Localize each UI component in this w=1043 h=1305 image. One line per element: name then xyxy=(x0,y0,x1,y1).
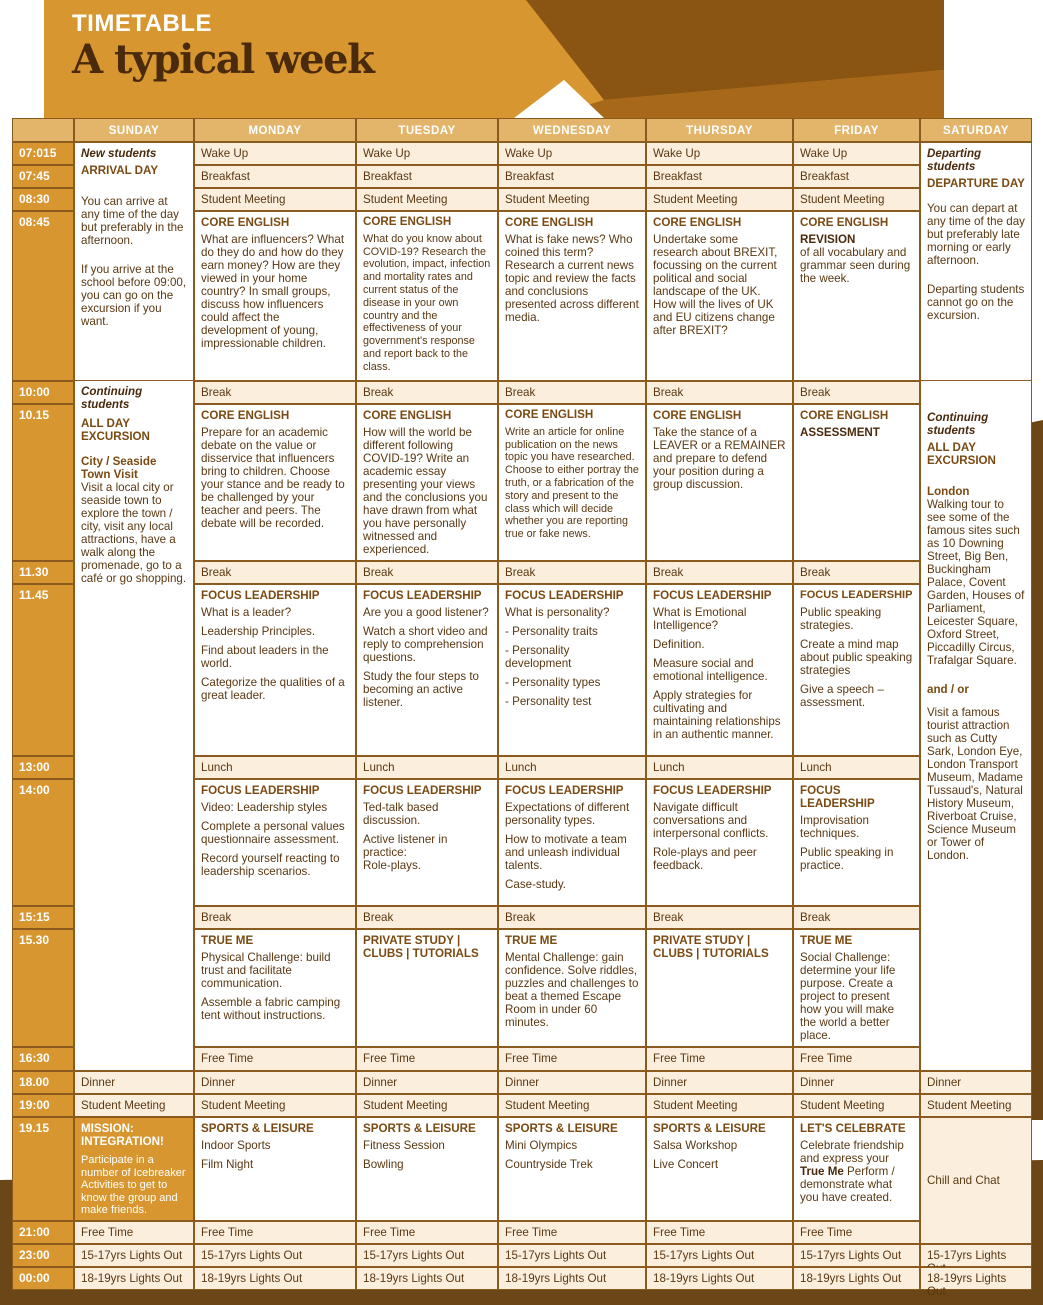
focus-leadership-2-monday xyxy=(194,779,356,906)
evening-item: Countryside Trek xyxy=(505,1158,593,1171)
core-english-2-wednesday xyxy=(498,404,646,561)
breakfast-cell: Breakfast xyxy=(498,165,646,188)
free-time-cell: Free Time xyxy=(793,1047,920,1071)
core-english-title: CORE ENGLISH xyxy=(505,216,594,229)
break-cell: Break xyxy=(498,906,646,929)
core-english-title: CORE ENGLISH xyxy=(201,409,290,422)
core-english-subtitle: ASSESSMENT xyxy=(800,426,880,439)
focus-leadership-2-friday xyxy=(793,779,920,906)
evening-wednesday xyxy=(498,1117,646,1221)
focus-item: Public speaking strategies. xyxy=(800,606,882,632)
lights-out-cell: 15-17yrs Lights Out xyxy=(194,1244,356,1267)
afternoon-item: Mental Challenge: gain confidence. Solve riddles, puzzles and challenges to beat a themed Escape Room in under 60 minutes. xyxy=(505,951,639,1029)
time-slot: 19.15 xyxy=(12,1117,74,1221)
core-english-text: How will the world be different following COVID-19? Write an academic essay presenting your views and the conclusions you have drawn from what you have personally witnessed and experienced. xyxy=(363,426,488,556)
focus-leadership-thursday xyxy=(646,584,793,756)
focus-title: FOCUS LEADERSHIP xyxy=(653,589,772,602)
saturday-departure xyxy=(920,142,1032,381)
time-slot: 08:45 xyxy=(12,211,74,381)
lights-out-cell: 18-19yrs Lights Out xyxy=(793,1267,920,1290)
time-slot: 11.45 xyxy=(12,584,74,756)
focus-leadership-wednesday xyxy=(498,584,646,756)
wake-up-cell: Wake Up xyxy=(498,142,646,165)
core-english-text: What are influencers? What do they do and how do they earn money? How are they viewed in your home country? In small groups, discuss how influencers could affect the development of young, impressionable children. xyxy=(201,233,345,350)
time-slot: 10.15 xyxy=(12,404,74,561)
break-cell: Break xyxy=(356,381,498,404)
core-english-title: CORE ENGLISH xyxy=(800,409,889,422)
timetable-label: TIMETABLE xyxy=(72,10,213,37)
timetable-grid xyxy=(12,118,1032,1298)
lights-out-cell: 18-19yrs Lights Out xyxy=(356,1267,498,1290)
focus-item: Navigate difficult conversations and interpersonal conflicts. xyxy=(653,801,769,840)
lights-out-cell: 18-19yrs Lights Out xyxy=(74,1267,194,1290)
focus-leadership-friday xyxy=(793,584,920,756)
dinner-cell: Dinner xyxy=(920,1071,1032,1094)
meeting-cell: Student Meeting xyxy=(356,1094,498,1117)
lights-out-cell: 15-17yrs Lights Out xyxy=(646,1244,793,1267)
wake-up-cell: Wake Up xyxy=(356,142,498,165)
afternoon-monday xyxy=(194,929,356,1047)
visit-title: City / Seaside Town Visit xyxy=(81,455,157,481)
excursion-heading: ALL DAY EXCURSION xyxy=(927,441,996,467)
evening-title: SPORTS & LEISURE xyxy=(653,1122,766,1135)
lights-out-cell: 15-17yrs Lights Out xyxy=(498,1244,646,1267)
meeting-cell: Student Meeting xyxy=(498,188,646,211)
meeting-cell: Student Meeting xyxy=(920,1094,1032,1117)
focus-title: FOCUS LEADERSHIP xyxy=(201,784,320,797)
time-slot: 13:00 xyxy=(12,756,74,779)
core-english-monday xyxy=(194,211,356,381)
focus-item: How to motivate a team and unleash individual talents. xyxy=(505,833,627,872)
lights-out-cell: 18-19yrs Lights Out xyxy=(646,1267,793,1290)
time-slot: 08:30 xyxy=(12,188,74,211)
evening-item: Mini Olympics xyxy=(505,1139,578,1152)
afternoon-thursday xyxy=(646,929,793,1047)
lights-out-cell: 15-17yrs Lights Out xyxy=(74,1244,194,1267)
free-time-cell: Free Time xyxy=(793,1221,920,1244)
lights-out-cell: 15-17yrs Lights Out xyxy=(356,1244,498,1267)
celebrate-text-after: Perform / demonstrate what you have created. xyxy=(800,1165,895,1204)
free-time-cell: Free Time xyxy=(498,1221,646,1244)
evening-title: SPORTS & LEISURE xyxy=(505,1122,618,1135)
time-slot: 14:00 xyxy=(12,779,74,906)
focus-item: Definition. xyxy=(653,638,705,651)
breakfast-cell: Breakfast xyxy=(793,165,920,188)
time-slot: 07:45 xyxy=(12,165,74,188)
core-english-text: Undertake some research about BREXIT, focussing on the current political and social landscape of the UK. How will the lives of UK and EU citizens change after BREXIT? xyxy=(653,233,778,337)
dinner-cell: Dinner xyxy=(646,1071,793,1094)
breakfast-cell: Breakfast xyxy=(194,165,356,188)
wake-up-cell: Wake Up xyxy=(646,142,793,165)
sunday-excursion xyxy=(74,381,194,1071)
afternoon-title: TRUE ME xyxy=(505,934,558,947)
afternoon-item: Physical Challenge: build trust and facilitate communication. xyxy=(201,951,331,990)
meeting-cell: Student Meeting xyxy=(793,188,920,211)
break-cell: Break xyxy=(793,906,920,929)
day-header-monday: MONDAY xyxy=(194,118,356,142)
break-cell: Break xyxy=(194,381,356,404)
day-header-tuesday: TUESDAY xyxy=(356,118,498,142)
core-english-thursday xyxy=(646,211,793,381)
mission-text: Participate in a number of Icebreaker Activities to get to know the group and make friends. xyxy=(81,1154,186,1217)
afternoon-item: Social Challenge: determine your life purpose. Create a project to present how you will make the world a better place. xyxy=(800,951,896,1042)
break-cell: Break xyxy=(793,381,920,404)
meeting-cell: Student Meeting xyxy=(498,1094,646,1117)
focus-item: - Personality traits xyxy=(505,625,598,638)
focus-item: Apply strategies for cultivating and maintaining relationships in an authentic manner. xyxy=(653,689,781,741)
core-english-title: CORE ENGLISH xyxy=(800,216,889,229)
continuing-students-label: Continuing students xyxy=(81,385,143,411)
arrival-before-text: If you arrive at the school before 09:00, you can go on the excursion if you want. xyxy=(81,263,187,328)
arrival-day-heading: ARRIVAL DAY xyxy=(81,164,159,177)
focus-title: FOCUS LEADERSHIP xyxy=(363,589,482,602)
break-cell: Break xyxy=(646,906,793,929)
departure-text: You can depart at any time of the day but preferably late morning or early afternoon. xyxy=(927,202,1025,267)
focus-item: Ted-talk based discussion. xyxy=(363,801,439,827)
free-time-cell: Free Time xyxy=(194,1047,356,1071)
focus-item: Give a speech – assessment. xyxy=(800,683,884,709)
corner-cell xyxy=(12,118,74,142)
afternoon-friday xyxy=(793,929,920,1047)
focus-item: Complete a personal values questionnaire assessment. xyxy=(201,820,345,846)
day-header-saturday: SATURDAY xyxy=(920,118,1032,142)
focus-item: Find about leaders in the world. xyxy=(201,644,329,670)
and-or-label: and / or xyxy=(927,683,969,696)
focus-title: FOCUS LEADERSHIP xyxy=(363,784,482,797)
afternoon-title: TRUE ME xyxy=(800,934,853,947)
day-header-thursday: THURSDAY xyxy=(646,118,793,142)
dinner-cell: Dinner xyxy=(498,1071,646,1094)
focus-title: FOCUS LEADERSHIP xyxy=(800,784,875,810)
visit-text: Visit a local city or seaside town to explore the town / city, visit any local attractions, have a walk along the promenade, go to a café or go shopping. xyxy=(81,481,187,585)
london-title: London xyxy=(927,485,970,498)
core-english-friday xyxy=(793,211,920,381)
lunch-cell: Lunch xyxy=(356,756,498,779)
evening-monday xyxy=(194,1117,356,1221)
time-slot: 10:00 xyxy=(12,381,74,404)
continuing-students-label: Continuing students xyxy=(927,411,989,437)
focus-item: Active listener in practice: xyxy=(363,833,448,859)
break-cell: Break xyxy=(194,906,356,929)
focus-item: Leadership Principles. xyxy=(201,625,316,638)
focus-item: Are you a good listener? xyxy=(363,606,489,619)
new-students-label: New students xyxy=(81,147,157,160)
free-time-cell: Free Time xyxy=(194,1221,356,1244)
afternoon-title: PRIVATE STUDY | CLUBS | TUTORIALS xyxy=(653,934,769,960)
time-slot: 15:15 xyxy=(12,906,74,929)
focus-item: Record yourself reacting to leadership scenarios. xyxy=(201,852,340,878)
core-english-wednesday xyxy=(498,211,646,381)
core-english-2-monday xyxy=(194,404,356,561)
lights-out-cell: 18-19yrs Lights Out xyxy=(498,1267,646,1290)
attraction-text: Visit a famous tourist attraction such as Cutty Sark, London Eye, London Transport Museum, Madame Tussaud's, Natural History Museum, Riverboat Cruise, Science Museum or Tower of London. xyxy=(927,706,1024,862)
core-english-title: CORE ENGLISH xyxy=(653,216,742,229)
evening-friday xyxy=(793,1117,920,1221)
dinner-cell: Dinner xyxy=(793,1071,920,1094)
break-cell: Break xyxy=(194,561,356,584)
lunch-cell: Lunch xyxy=(194,756,356,779)
evening-item: Fitness Session xyxy=(363,1139,445,1152)
dinner-cell: Dinner xyxy=(356,1071,498,1094)
day-header-sunday: SUNDAY xyxy=(74,118,194,142)
lights-out-cell: 18-19yrs Lights Out xyxy=(920,1267,1032,1290)
evening-celebrate-text xyxy=(800,1139,913,1204)
departure-day-heading: DEPARTURE DAY xyxy=(927,177,1025,190)
evening-item: Salsa Workshop xyxy=(653,1139,738,1152)
core-english-title: CORE ENGLISH xyxy=(653,409,742,422)
focus-item: Measure social and emotional intelligence. xyxy=(653,657,768,683)
evening-item: Live Concert xyxy=(653,1158,719,1171)
core-english-text: Write an article for online publication on the news topic you have researched. Choose to either portray the truth, or a fabrication of the story and present to the class which will decide whether you are reporting true or fake news. xyxy=(505,425,639,541)
evening-item: Indoor Sports xyxy=(201,1139,271,1152)
core-english-text: Prepare for an academic debate on the value or disservice that influencers bring to children. Choose your stance and be ready to be challenged by your teacher and peers. The debate will be recorded. xyxy=(201,426,345,530)
break-cell: Break xyxy=(356,561,498,584)
focus-item: Improvisation techniques. xyxy=(800,814,869,840)
time-slot: 21:00 xyxy=(12,1221,74,1244)
departure-note: Departing students cannot go on the excursion. xyxy=(927,283,1025,322)
focus-leadership-2-wednesday xyxy=(498,779,646,906)
afternoon-wednesday xyxy=(498,929,646,1047)
core-english-2-friday xyxy=(793,404,920,561)
focus-item: Role-plays and peer feedback. xyxy=(653,846,757,872)
time-slot: 23:00 xyxy=(12,1244,74,1267)
core-english-title: CORE ENGLISH xyxy=(363,409,452,422)
evening-thursday xyxy=(646,1117,793,1221)
focus-item: What is personality? xyxy=(505,606,610,619)
focus-leadership-tuesday xyxy=(356,584,498,756)
core-english-text: What do you know about COVID-19? Research the evolution, impact, infection and mortality rates and current status of the disease in your own country and the effectiveness of your government's response and report back to the class. xyxy=(363,232,491,373)
breakfast-cell: Breakfast xyxy=(646,165,793,188)
lunch-cell: Lunch xyxy=(646,756,793,779)
focus-leadership-2-tuesday xyxy=(356,779,498,906)
arrival-text: You can arrive at any time of the day but preferably in the afternoon. xyxy=(81,195,184,247)
wake-up-cell: Wake Up xyxy=(793,142,920,165)
core-english-title: CORE ENGLISH xyxy=(201,216,290,229)
wake-up-cell: Wake Up xyxy=(194,142,356,165)
focus-title: FOCUS LEADERSHIP xyxy=(201,589,320,602)
free-time-cell: Free Time xyxy=(646,1047,793,1071)
focus-title: FOCUS LEADERSHIP xyxy=(505,784,624,797)
meeting-cell: Student Meeting xyxy=(356,188,498,211)
core-english-2-tuesday xyxy=(356,404,498,561)
focus-title: FOCUS LEADERSHIP xyxy=(653,784,772,797)
focus-item: Study the four steps to becoming an active listener. xyxy=(363,670,480,709)
meeting-cell: Student Meeting xyxy=(793,1094,920,1117)
break-cell: Break xyxy=(498,381,646,404)
focus-leadership-monday xyxy=(194,584,356,756)
departing-students-label: Departing students xyxy=(927,147,982,173)
focus-item: Role-plays. xyxy=(363,859,421,872)
core-english-title: CORE ENGLISH xyxy=(505,408,594,421)
focus-title: FOCUS LEADERSHIP xyxy=(505,589,624,602)
lunch-cell: Lunch xyxy=(793,756,920,779)
time-slot: 16:30 xyxy=(12,1047,74,1071)
dinner-cell: Dinner xyxy=(194,1071,356,1094)
core-english-subtitle: REVISION xyxy=(800,233,856,246)
sunday-arrival xyxy=(74,142,194,381)
free-time-cell: Free Time xyxy=(498,1047,646,1071)
london-text: Walking tour to see some of the famous sites such as 10 Downing Street, Big Ben, Buckingham Palace, Covent Garden, Houses of Parliament, Leicester Square, Oxford Street, Piccadilly Circus, Trafalgar Square. xyxy=(927,498,1025,667)
time-slot: 07:015 xyxy=(12,142,74,165)
focus-item: Watch a short video and reply to comprehension questions. xyxy=(363,625,488,664)
evening-item: Bowling xyxy=(363,1158,404,1171)
afternoon-title: PRIVATE STUDY | CLUBS | TUTORIALS xyxy=(363,934,479,960)
time-slot: 19:00 xyxy=(12,1094,74,1117)
focus-item: - Personality types xyxy=(505,676,601,689)
focus-item: What is a leader? xyxy=(201,606,292,619)
meeting-cell: Student Meeting xyxy=(646,1094,793,1117)
core-english-text: of all vocabulary and grammar seen during the week. xyxy=(800,246,911,285)
core-english-text: What is fake news? Who coined this term? Research a current news topic and review the facts and conclusions presented across different media. xyxy=(505,233,639,324)
focus-item: Expectations of different personality types. xyxy=(505,801,630,827)
true-me-label: True Me xyxy=(800,1165,844,1178)
evening-item: Film Night xyxy=(201,1158,254,1171)
evening-title: SPORTS & LEISURE xyxy=(363,1122,476,1135)
focus-item: Categorize the qualities of a great leader. xyxy=(201,676,345,702)
evening-title: SPORTS & LEISURE xyxy=(201,1122,314,1135)
meeting-cell: Student Meeting xyxy=(74,1094,194,1117)
mission-title: MISSION: INTEGRATION! xyxy=(81,1122,164,1148)
focus-title: FOCUS LEADERSHIP xyxy=(800,589,913,601)
break-cell: Break xyxy=(356,906,498,929)
focus-leadership-2-thursday xyxy=(646,779,793,906)
lunch-cell: Lunch xyxy=(498,756,646,779)
time-slot: 15.30 xyxy=(12,929,74,1047)
free-time-cell: Free Time xyxy=(646,1221,793,1244)
sunday-mission xyxy=(74,1117,194,1221)
day-header-wednesday: WEDNESDAY xyxy=(498,118,646,142)
focus-item: Video: Leadership styles xyxy=(201,801,328,814)
break-cell: Break xyxy=(646,561,793,584)
breakfast-cell: Breakfast xyxy=(356,165,498,188)
time-slot: 18.00 xyxy=(12,1071,74,1094)
time-slot: 11.30 xyxy=(12,561,74,584)
core-english-text: Take the stance of a LEAVER or a REMAINER and prepare to defend your position during a group discussion. xyxy=(653,426,786,491)
saturday-chill: Chill and Chat xyxy=(920,1117,1032,1244)
excursion-heading: ALL DAY EXCURSION xyxy=(81,417,150,443)
evening-title: LET'S CELEBRATE xyxy=(800,1122,906,1135)
break-cell: Break xyxy=(793,561,920,584)
meeting-cell: Student Meeting xyxy=(646,188,793,211)
afternoon-title: TRUE ME xyxy=(201,934,254,947)
lights-out-cell: 18-19yrs Lights Out xyxy=(194,1267,356,1290)
evening-tuesday xyxy=(356,1117,498,1221)
break-cell: Break xyxy=(646,381,793,404)
day-header-friday: FRIDAY xyxy=(793,118,920,142)
page-title: A typical week xyxy=(72,36,374,83)
meeting-cell: Student Meeting xyxy=(194,1094,356,1117)
lights-out-cell: 15-17yrs Lights Out xyxy=(793,1244,920,1267)
saturday-excursion xyxy=(920,381,1032,1071)
meeting-cell: Student Meeting xyxy=(194,188,356,211)
focus-item: - Personality test xyxy=(505,695,592,708)
core-english-tuesday xyxy=(356,211,498,381)
core-english-title: CORE ENGLISH xyxy=(363,215,452,228)
focus-item: Public speaking in practice. xyxy=(800,846,894,872)
break-cell: Break xyxy=(498,561,646,584)
core-english-2-thursday xyxy=(646,404,793,561)
afternoon-tuesday xyxy=(356,929,498,1047)
dinner-cell: Dinner xyxy=(74,1071,194,1094)
lights-out-cell: 15-17yrs Lights xyxy=(920,1244,1032,1267)
afternoon-item: Assemble a fabric camping tent without instructions. xyxy=(201,996,341,1022)
focus-item: - Personality development xyxy=(505,644,572,670)
celebrate-text-before: Celebrate friendship and express your xyxy=(800,1139,904,1165)
focus-item: What is Emotional Intelligence? xyxy=(653,606,747,632)
time-slot: 00:00 xyxy=(12,1267,74,1290)
free-time-cell: Free Time xyxy=(356,1047,498,1071)
free-time-cell: Free Time xyxy=(356,1221,498,1244)
free-time-cell: Free Time xyxy=(74,1221,194,1244)
focus-item: Create a mind map about public speaking strategies xyxy=(800,638,913,677)
focus-item: Case-study. xyxy=(505,878,566,891)
